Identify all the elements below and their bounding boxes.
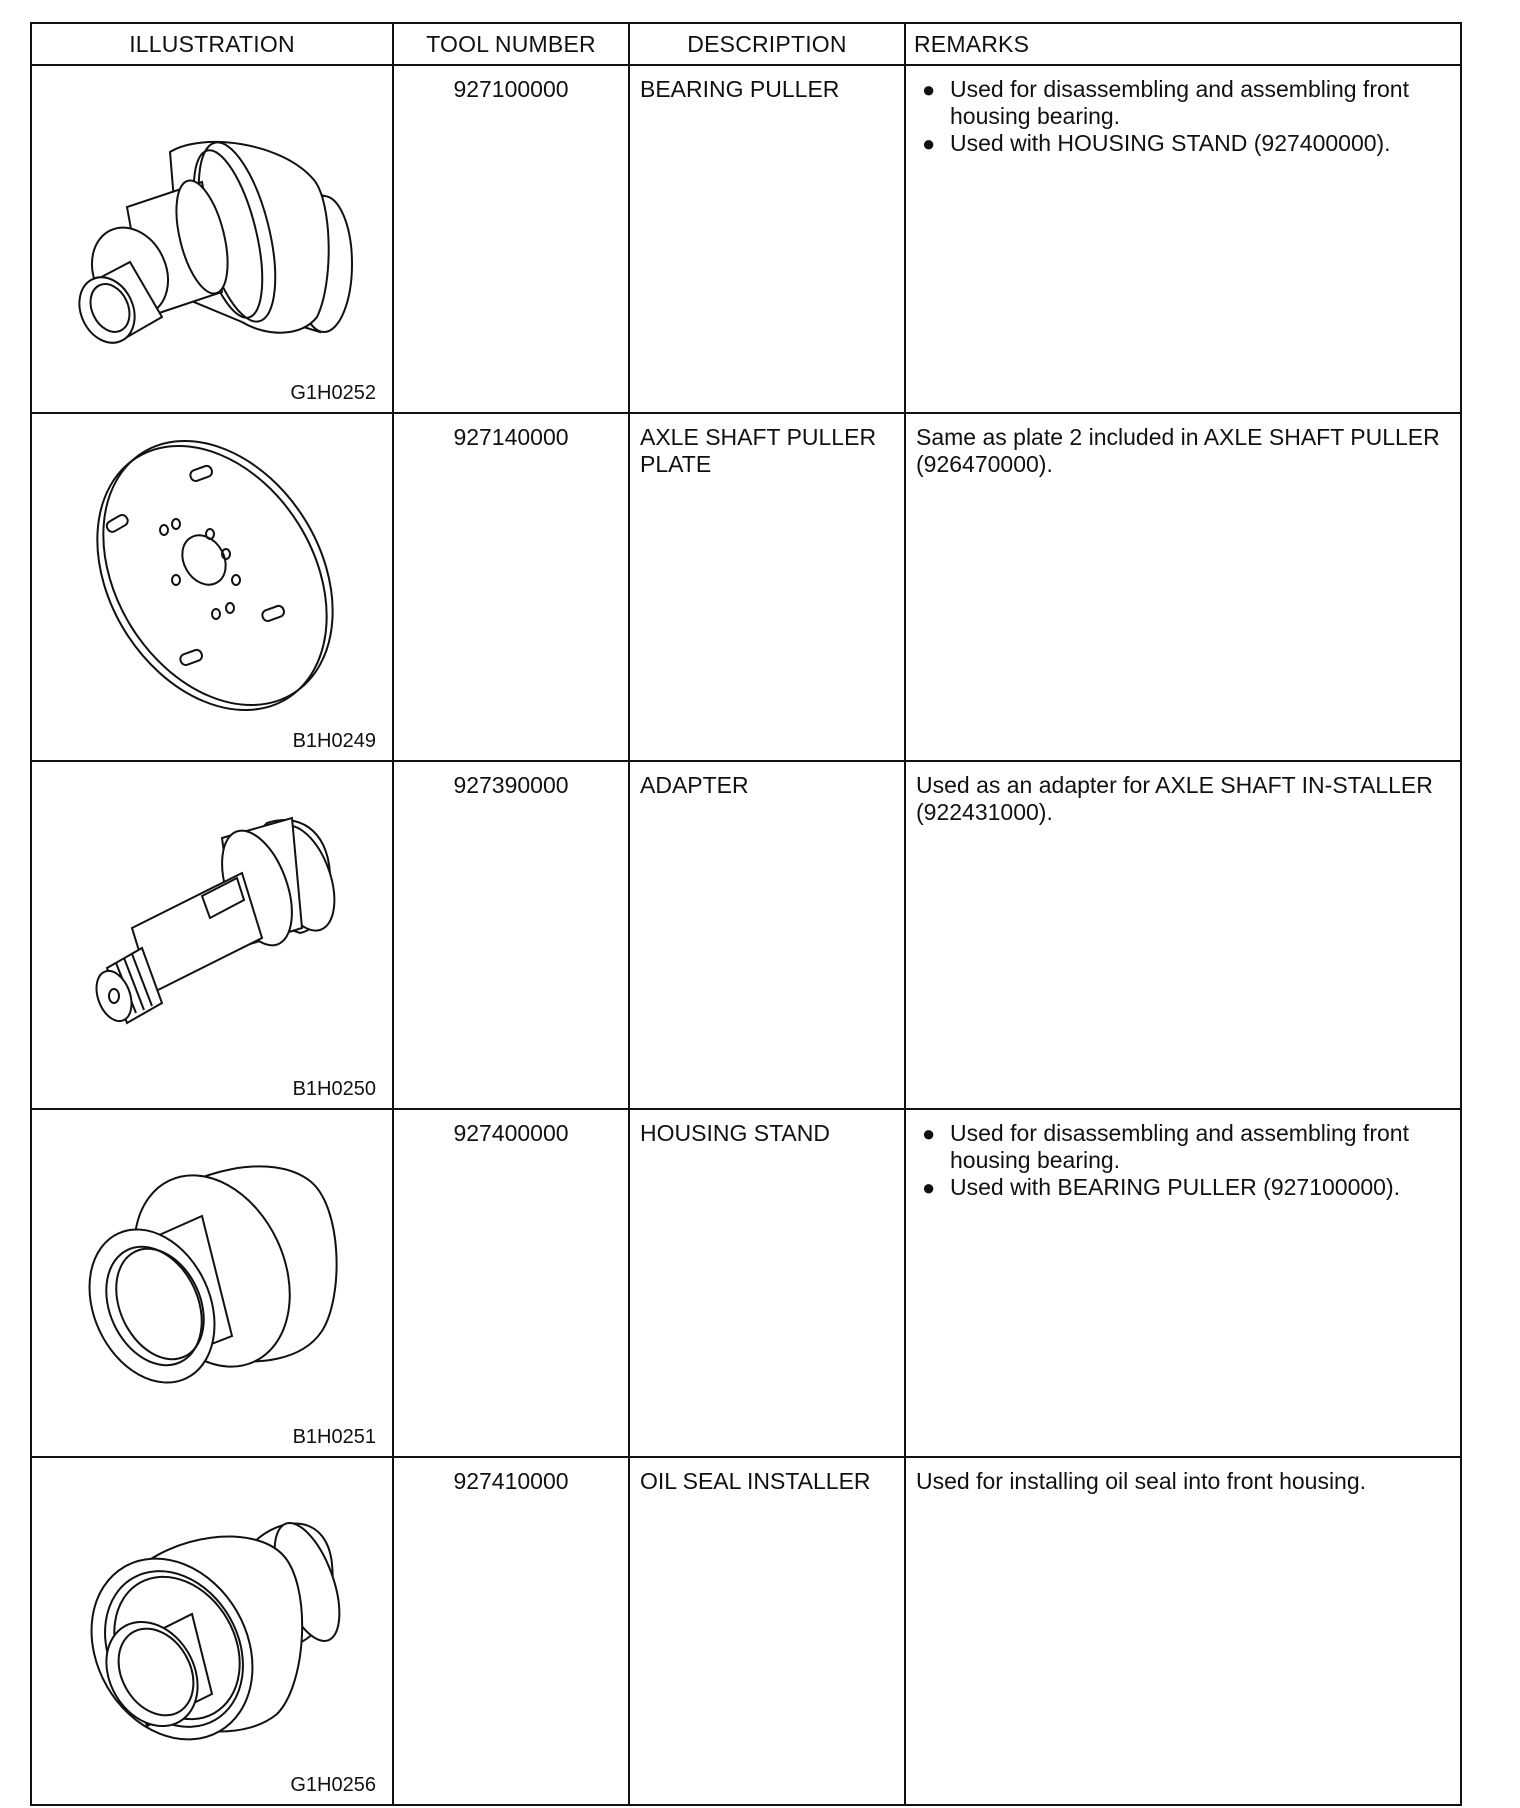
- table-header-row: [31, 23, 1461, 65]
- tool-number-cell: 927100000: [393, 65, 629, 413]
- illustration-cell: [31, 65, 393, 413]
- special-tools-table: [30, 22, 1462, 1806]
- oil-seal-installer-illustration: [52, 1474, 372, 1764]
- figure-code: G1H0252: [290, 382, 376, 404]
- remark-item: ● Used with HOUSING STAND (927400000).: [922, 130, 1391, 156]
- remarks-cell: Used as an adapter for AXLE SHAFT IN-STALLER (922431000).: [905, 761, 1461, 1109]
- figure-code: B1H0251: [292, 1426, 376, 1448]
- table-row: [31, 413, 1461, 761]
- table-row: [31, 65, 1461, 413]
- remark-item: ● Used with BEARING PULLER (927100000).: [922, 1174, 1400, 1200]
- remark-item: ● Used for disassembling and assembling front housing bearing.: [922, 1120, 1409, 1173]
- table-row: [31, 761, 1461, 1109]
- bullet-icon: ●: [922, 77, 936, 102]
- header-description: DESCRIPTION: [629, 23, 905, 65]
- table-row: [31, 1457, 1461, 1805]
- tool-number-cell: 927140000: [393, 413, 629, 761]
- housing-stand-illustration: [52, 1126, 372, 1416]
- tool-number-cell: 927390000: [393, 761, 629, 1109]
- bullet-icon: ●: [922, 1121, 936, 1146]
- header-tool-number: TOOL NUMBER: [393, 23, 629, 65]
- puller-plate-illustration: [52, 430, 372, 720]
- table-row: [31, 1109, 1461, 1457]
- illustration-cell: [31, 1457, 393, 1805]
- description-cell: BEARING PULLER: [629, 65, 905, 413]
- bullet-icon: ●: [922, 1175, 936, 1200]
- figure-code: G1H0256: [290, 1774, 376, 1796]
- description-cell: OIL SEAL INSTALLER: [629, 1457, 905, 1805]
- remarks-cell: Same as plate 2 included in AXLE SHAFT PULLER (926470000).: [905, 413, 1461, 761]
- illustration-cell: [31, 1109, 393, 1457]
- description-cell: HOUSING STAND: [629, 1109, 905, 1457]
- description-cell: ADAPTER: [629, 761, 905, 1109]
- figure-code: B1H0249: [292, 730, 376, 752]
- remarks-cell: [905, 65, 1461, 413]
- header-remarks: REMARKS: [905, 23, 1461, 65]
- remarks-cell: [905, 1109, 1461, 1457]
- illustration-cell: [31, 761, 393, 1109]
- tool-number-cell: 927400000: [393, 1109, 629, 1457]
- bearing-puller-illustration: [52, 82, 372, 372]
- figure-code: B1H0250: [292, 1078, 376, 1100]
- tool-number-cell: 927410000: [393, 1457, 629, 1805]
- bullet-icon: ●: [922, 131, 936, 156]
- adapter-illustration: [52, 778, 372, 1068]
- remarks-list: [916, 1120, 1450, 1201]
- header-illustration: ILLUSTRATION: [31, 23, 393, 65]
- description-cell: AXLE SHAFT PULLER PLATE: [629, 413, 905, 761]
- remarks-list: [916, 76, 1450, 157]
- remark-item: ● Used for disassembling and assembling front housing bearing.: [922, 76, 1409, 129]
- illustration-cell: [31, 413, 393, 761]
- remarks-cell: Used for installing oil seal into front housing.: [905, 1457, 1461, 1805]
